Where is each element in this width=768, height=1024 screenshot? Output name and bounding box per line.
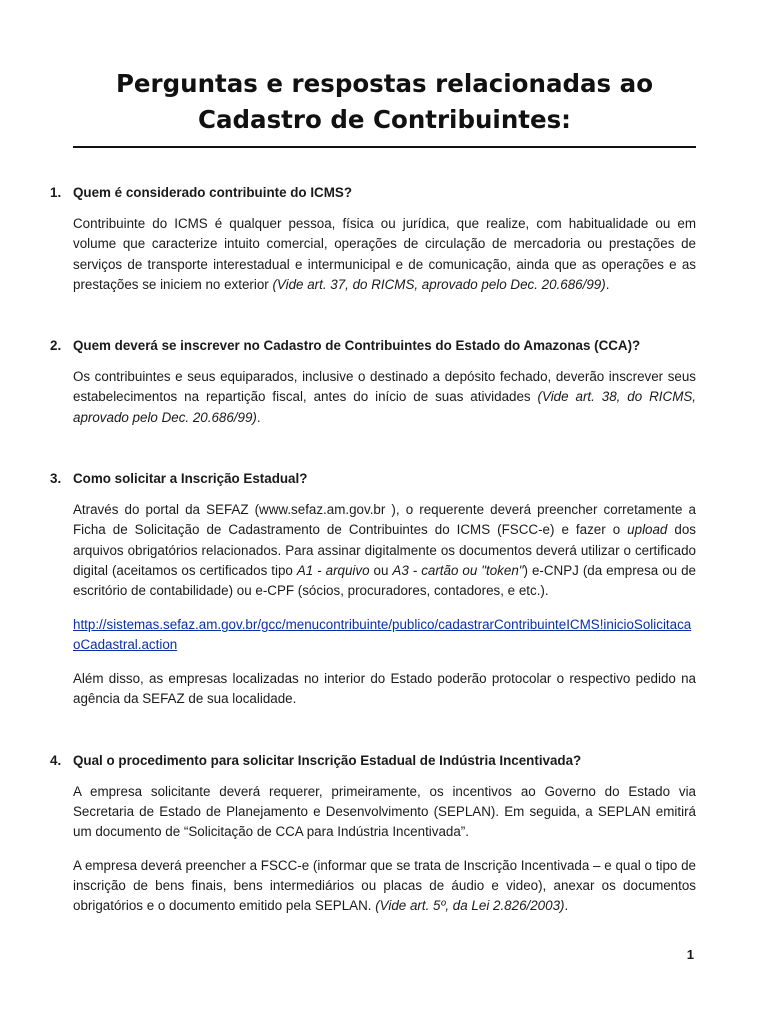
question-text: Qual o procedimento para solicitar Inscrição Estadual de Indústria Incentivada? (73, 752, 582, 768)
certificate-type-a1: A1 - arquivo (296, 562, 370, 578)
answer-paragraph (73, 856, 696, 917)
answer-text: Os contribuintes e seus equiparados, inclusive o destinado a depósito fechado, deverão inscrever seus estabelecimentos na repartição fiscal, antes do início de suas atividades (73, 369, 696, 405)
answer-text: dos arquivos obrigatórios relacionados. Para assinar digitalmente os documentos deverá utilizar o certificado digital (aceitamos os certificados tipo (73, 522, 696, 578)
question-heading (50, 751, 696, 771)
question-heading (50, 469, 696, 489)
answer-end: . (605, 276, 610, 292)
question-heading (50, 183, 696, 203)
question-number: 4. (50, 752, 62, 768)
answer-paragraph (73, 214, 696, 295)
link-paragraph (73, 615, 696, 656)
answer-paragraph (73, 367, 696, 428)
question-1 (50, 183, 696, 295)
question-number: 1. (50, 185, 62, 200)
page-title (73, 0, 696, 138)
answer-end: . (256, 409, 261, 425)
answer-end: . (564, 898, 569, 914)
question-4 (50, 751, 696, 917)
answer-text: A empresa deverá preencher a FSCC-e (informar que se trata de Inscrição Incentivada – e qual o tipo de inscrição de bens finais, bens intermediários ou placas de áudio e video), anexar os documentos obrigatórios e o documento emitido pela SEPLAN. (73, 857, 696, 914)
answer-paragraph: Além disso, as empresas localizadas no interior do Estado poderão protocolar o respectivo pedido na agência da SEFAZ de sua localidade. (73, 670, 696, 707)
question-text: Quem é considerado contribuinte do ICMS? (73, 185, 352, 200)
cadastro-link[interactable]: http://sistemas.sefaz.am.gov.br/gcc/menucontribuinte/publico/cadastrarContribuinteICMS!inicioSolicitacaoCadastral.action (73, 616, 692, 653)
title-divider (73, 146, 696, 148)
page-number: 1 (686, 947, 694, 962)
answer-text: Através do portal da SEFAZ (www.sefaz.am.gov.br ), o requerente deverá preencher corretamente a Ficha de Solicitação de Cadastramento de Contribuintes do ICMS (FSCC-e) e fazer o (73, 502, 696, 538)
title-line-2: Cadastro de Contribuintes: (198, 105, 571, 134)
question-3 (50, 469, 696, 709)
answer-paragraph: A empresa solicitante deverá requerer, primeiramente, os incentivos ao Governo do Estado via Secretaria de Estado de Planejamento e Desenvolvimento (SEPLAN). Em seguida, a SEPLAN emitirá um documento de “Solicitação de CCA para Indústria Incentivada”. (73, 783, 696, 840)
legal-citation: (Vide art. 5º, da Lei 2.826/2003) (375, 898, 565, 914)
upload-term: upload (627, 522, 668, 538)
legal-citation: (Vide art. 38, do RICMS, aprovado pelo Dec. 20.686/99) (73, 389, 696, 425)
question-text: Como solicitar a Inscrição Estadual? (73, 471, 308, 487)
question-2 (50, 336, 696, 428)
answer-text: ) e-CNPJ (da empresa ou de escritório de contabilidade) ou e-CPF (sócios, procuradores, contadores, e etc.). (73, 562, 696, 599)
question-number: 3. (50, 471, 62, 487)
answer-text: Contribuinte do ICMS é qualquer pessoa, física ou jurídica, que realize, com habitualidade ou em volume que caracterize intuito comercial, operações de circulação de mercadoria ou prestações de serviços de transporte interestadual e intermunicipal e de comunicação, ainda que as operações e as prestações se iniciem no exterior (73, 216, 696, 292)
title-line-1: Perguntas e respostas relacionadas ao (115, 69, 654, 98)
legal-citation: (Vide art. 37, do RICMS, aprovado pelo Dec. 20.686/99) (272, 276, 606, 292)
certificate-type-a3: A3 - cartão ou "token" (392, 562, 524, 578)
question-text: Quem deverá se inscrever no Cadastro de Contribuintes do Estado do Amazonas (CCA)? (73, 338, 641, 354)
answer-paragraph (73, 500, 696, 601)
answer-text: ou (369, 562, 393, 578)
question-heading (50, 336, 696, 356)
question-number: 2. (50, 338, 62, 354)
